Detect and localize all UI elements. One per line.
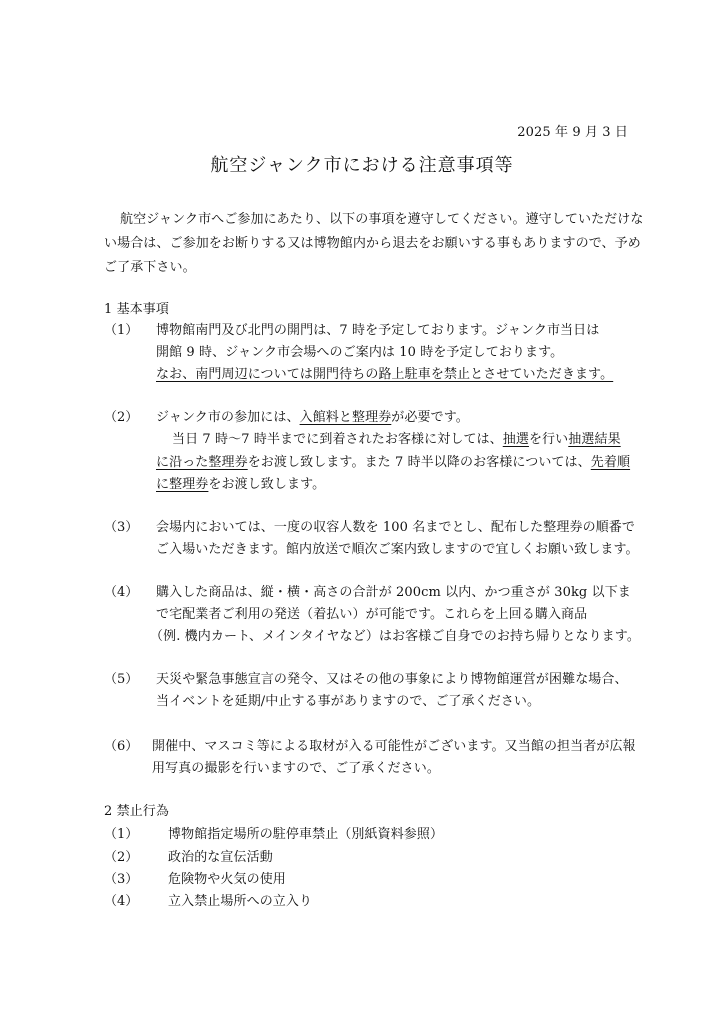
item-line: ご入場いただきます。館内放送で順次ご案内致しますので宜しくお願い致します。 [156,542,639,557]
intro-line: ご了承下さい。 [104,260,196,275]
underlined-segment: に整理券 [156,477,209,492]
document-date: 2025 年 9 月 3 日 [517,125,628,140]
item-line: で宅配業者ご利用の発送（着払い）が可能です。これらを上回る購入商品 [156,607,588,622]
item-line: 開館 9 時、ジャンク市会場へのご案内は 10 時を予定しております。 [156,345,564,360]
item-line-underlined: なお、南門周辺については開門待ちの路上駐車を禁止とさせていただきます。 [156,367,614,382]
item-line: （例. 機内カート、メインタイヤなど）はお客様ご自身でのお持ち帰りとなります。 [150,629,640,644]
underlined-segment: に沿った整理券 [156,455,248,470]
text-segment: 当日 7 時〜7 時半までに到着されたお客様に対しては、 [172,432,503,447]
item-line [156,455,630,471]
section2-heading: 2 禁止行為 [104,804,170,819]
item-line: 当イベントを延期/中止する事がありますので、ご了承ください。 [156,694,541,709]
text-segment: を行い [528,432,569,447]
item-line: 博物館南門及び北門の開門は、7 時を予定しております。ジャンク市当日は [156,323,600,338]
underlined-segment: 抽選 [502,432,529,447]
item-line: 用写真の撮影を行いますので、ご了承ください。 [152,761,440,776]
intro-line: 航空ジャンク市へご参加にあたり、以下の事項を遵守してください。遵守していただけな [120,212,644,227]
text-segment: ジャンク市の参加には、 [156,410,300,425]
item-line [156,477,325,493]
underlined-segment: 入館料と整理券 [299,410,392,425]
item-number: （3） [104,520,139,535]
item-line: 政治的な宣伝活動 [168,850,273,865]
underlined-segment: 先着順 [590,455,631,470]
text-segment: をお渡し致します。 [208,477,326,492]
item-number: （2） [104,850,139,865]
item-line: 危険物や火気の使用 [168,872,286,887]
item-number: （6） [104,739,139,754]
intro-line: い場合は、ご参加をお断りする又は博物館内から退去をお願いする事もありますので、予め [104,236,641,251]
item-number: （5） [104,672,139,687]
item-line: 購入した商品は、縦・横・高さの合計が 200cm 以内、かつ重さが 30kg 以下ま [156,585,631,600]
item-line: 会場内においては、一度の収容人数を 100 名までとし、配布した整理券の順番で [156,520,635,535]
item-line: 開催中、マスコミ等による取材が入る可能性がございます。又当館の担当者が広報 [152,739,636,754]
text-segment: が必要です。 [391,410,469,425]
item-line: 博物館指定場所の駐停車禁止（別紙資料参照） [168,827,444,842]
document-title: 航空ジャンク市における注意事項等 [210,155,514,176]
item-number: （3） [104,872,139,887]
item-line: 天災や緊急事態宣言の発令、又はその他の事象により博物館運営が困難な場合、 [156,672,628,687]
item-line [172,432,621,448]
item-number: （1） [104,827,139,842]
section1-heading: 1 基本事項 [104,302,170,317]
underlined-segment: 抽選結果 [568,432,621,447]
item-number: （4） [104,585,139,600]
item-line [156,410,469,426]
item-number: （1） [104,323,139,338]
item-number: （2） [104,410,139,425]
text-segment: をお渡し致します。また 7 時半以降のお客様については、 [247,455,591,470]
item-line: 立入禁止場所への立入り [168,894,313,909]
item-number: （4） [104,894,139,909]
